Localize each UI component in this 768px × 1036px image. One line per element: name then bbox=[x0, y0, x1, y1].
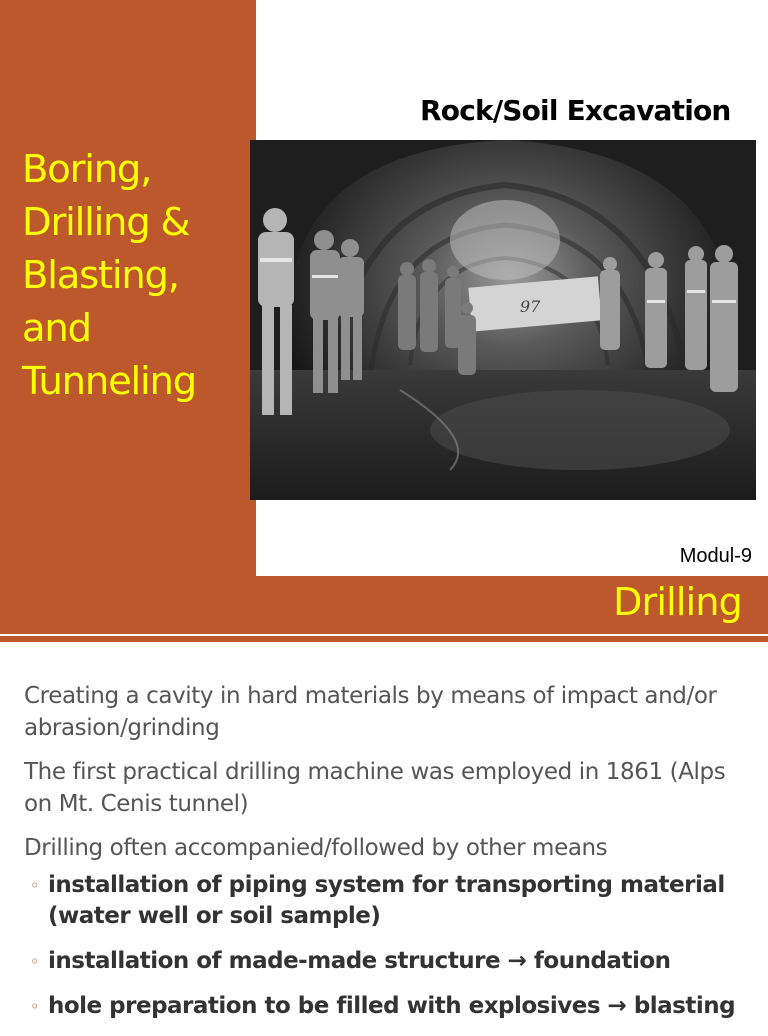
bullet-item bbox=[24, 946, 744, 977]
bullet-text: hole preparation to be filled with explosives → blasting bbox=[48, 993, 736, 1019]
header-underline bbox=[0, 636, 768, 642]
title-line: and bbox=[22, 306, 91, 351]
content-slide bbox=[0, 576, 768, 1024]
slide-title bbox=[22, 143, 254, 408]
bullet-list bbox=[24, 870, 744, 1022]
slide-body bbox=[24, 680, 744, 1036]
banner-text: 97 bbox=[520, 297, 541, 316]
slide-title: Drilling bbox=[613, 580, 742, 624]
module-label: Modul-9 bbox=[679, 545, 752, 567]
tunnel-photo-illustration bbox=[250, 140, 756, 500]
circle-bullet-icon: ◦ bbox=[30, 997, 39, 1016]
bullet-text: installation of made-made structure → foundation bbox=[48, 948, 671, 974]
bullet-item bbox=[24, 870, 744, 932]
body-paragraph: Creating a cavity in hard materials by means of impact and/or abrasion/grinding bbox=[24, 683, 717, 741]
circle-bullet-icon: ◦ bbox=[30, 876, 39, 895]
title-line: Tunneling bbox=[22, 359, 196, 404]
title-line: Blasting, bbox=[22, 253, 179, 298]
bullet-item bbox=[24, 991, 744, 1022]
circle-bullet-icon: ◦ bbox=[30, 952, 39, 971]
body-paragraph: Drilling often accompanied/followed by other means bbox=[24, 835, 608, 861]
tunnel-photo bbox=[250, 140, 756, 500]
title-line: Drilling & bbox=[22, 200, 190, 245]
bullet-text: installation of piping system for transporting material (water well or soil sample) bbox=[48, 872, 725, 929]
title-line: Boring, bbox=[22, 147, 152, 192]
body-paragraph: The first practical drilling machine was employed in 1861 (Alps on Mt. Cenis tunnel) bbox=[24, 759, 726, 817]
header-bar bbox=[0, 576, 768, 634]
slide-subtitle: Rock/Soil Excavation bbox=[420, 94, 731, 127]
